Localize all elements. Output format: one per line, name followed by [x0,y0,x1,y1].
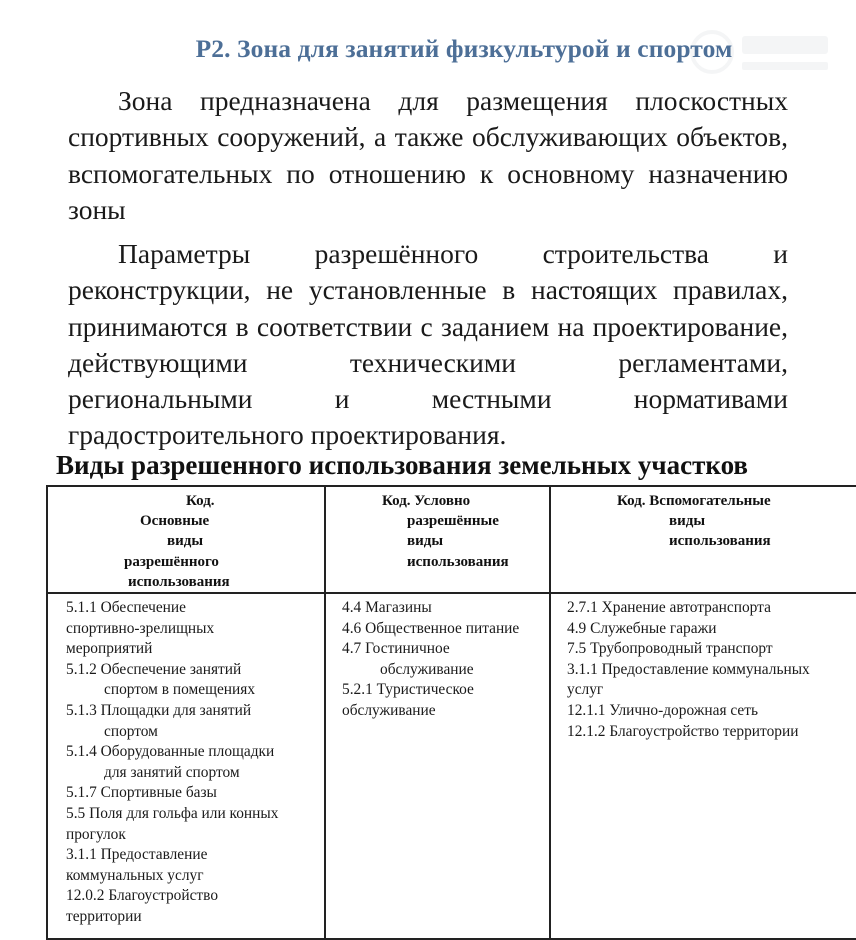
zone-description-paragraph: Зона предназначена для размещения плоскостных спортивных сооружений, а также обслуживающих объектов, вспомогательных по отношению к основному назначению зоны [68,85,788,225]
list-item [66,660,318,701]
use-code: 5.1.4 [66,743,97,761]
use-line [342,660,543,681]
use-name: Общественное питание [365,619,520,637]
use-code: 3.1.1 [66,846,97,864]
use-line [342,598,543,619]
use-line [66,804,318,825]
use-name: Поля для гольфа или конных [89,804,279,822]
use-name-continuation: спортом [104,722,158,740]
use-line [66,701,318,722]
list-item [66,701,318,742]
list-item [567,639,856,660]
use-line [66,722,318,743]
list-item [567,722,856,743]
header-line: использования [669,533,771,550]
use-line [66,639,318,660]
list-item [567,598,856,619]
use-code: 5.1.7 [66,784,97,802]
header-line: Код. Условно [382,493,471,509]
header-line: виды [167,533,204,550]
header-line: виды [407,533,444,550]
use-name-continuation: для занятий спортом [104,763,240,781]
use-code: 4.4 [342,599,362,617]
use-code: 5.1.2 [66,660,97,678]
use-line [342,680,543,701]
header-line: разрешённого [124,553,219,570]
use-code: 12.0.2 [66,887,105,905]
use-name: Площадки для занятий [100,701,252,719]
use-name: Обеспечение [100,599,186,617]
use-name: Предоставление коммунальных [601,660,810,678]
use-code: 5.2.1 [342,681,373,699]
use-code: 4.9 [567,619,587,637]
list-item [342,639,543,680]
use-name: Туристическое [376,681,474,699]
use-name: Магазины [365,599,432,617]
use-line [567,680,856,701]
use-line [66,825,318,846]
use-name-continuation: обслуживание [342,701,436,719]
use-line [342,619,543,640]
use-name: Оборудованные площадки [100,743,275,761]
use-line [66,866,318,887]
use-name-continuation: коммунальных услуг [66,866,204,884]
use-code: 12.1.2 [567,722,606,740]
use-line [66,907,318,928]
use-code: 5.5 [66,804,86,822]
use-name: Спортивные базы [100,784,217,802]
header-line: виды [669,513,706,530]
use-line [66,598,318,619]
header-line: использования [128,573,230,590]
use-name: Хранение автотранспорта [601,599,771,617]
use-name-continuation: мероприятий [66,640,153,658]
construction-parameters-paragraph: Параметры разрешённого строительства и реконструкции, не установленные в настоящих правилах, принимаются в соответствии с заданием на проектирование, действующими техническими регламентами, региональными и местными нормативами градостроительного проектирования. [68,238,788,451]
use-code: 7.5 [567,640,587,658]
header-line: разрешённые [407,513,499,530]
use-code: 2.7.1 [567,599,598,617]
use-line [66,763,318,784]
header-line: Код. Вспомогательные [617,493,771,509]
zone-title: Р2. Зона для занятий физкультурой и спортом [195,34,733,63]
use-line [567,660,856,681]
use-line [66,783,318,804]
use-name: Служебные гаражи [590,619,717,637]
use-line [66,742,318,763]
table-row [47,593,856,939]
use-name: Гостиничное [365,640,450,658]
use-line [66,660,318,681]
header-line: Основные [140,513,210,530]
use-code: 12.1.1 [567,701,606,719]
header-line: Код. [186,493,215,509]
use-name-continuation: прогулок [66,825,126,843]
use-line [66,886,318,907]
use-name: Трубопроводный транспорт [590,640,773,658]
use-line [567,598,856,619]
use-line [567,701,856,722]
list-item [342,598,543,619]
use-name-continuation: обслуживание [380,660,474,678]
list-item [66,804,318,845]
header-conditional-uses [325,486,550,593]
use-name: Благоустройство [108,887,219,905]
header-auxiliary-uses [550,486,856,593]
list-item [567,660,856,701]
permitted-uses-table-container [46,485,856,940]
use-line [567,619,856,640]
use-name: Улично-дорожная сеть [609,701,758,719]
header-main-uses [47,486,325,593]
header-line: использования [407,553,509,570]
auxiliary-uses-cell [550,593,856,939]
use-name: Обеспечение занятий [100,660,242,678]
permitted-uses-table [46,485,856,940]
conditional-uses-cell [325,593,550,939]
list-item [66,598,318,660]
list-item [66,783,318,804]
list-item [342,680,543,721]
use-code: 5.1.3 [66,701,97,719]
use-line [567,722,856,743]
use-line [342,639,543,660]
use-line [342,701,543,722]
use-name-continuation: территории [66,907,142,925]
use-line [567,639,856,660]
table-header-row [47,486,856,593]
use-line [66,845,318,866]
use-code: 5.1.1 [66,599,97,617]
use-code: 4.7 [342,640,362,658]
use-line [66,680,318,701]
main-uses-cell [47,593,325,939]
use-line [66,619,318,640]
use-name-continuation: спортом в помещениях [104,681,256,699]
use-name: Предоставление [100,846,208,864]
use-code: 4.6 [342,619,362,637]
list-item [342,619,543,640]
list-item [66,742,318,783]
list-item [66,886,318,927]
list-item [567,701,856,722]
use-name-continuation: спортивно-зрелищных [66,619,215,637]
use-name-continuation: услуг [567,681,604,699]
use-name: Благоустройство территории [609,722,799,740]
list-item [567,619,856,640]
use-code: 3.1.1 [567,660,598,678]
permitted-uses-heading: Виды разрешенного использования земельных участков [56,450,748,480]
list-item [66,845,318,886]
